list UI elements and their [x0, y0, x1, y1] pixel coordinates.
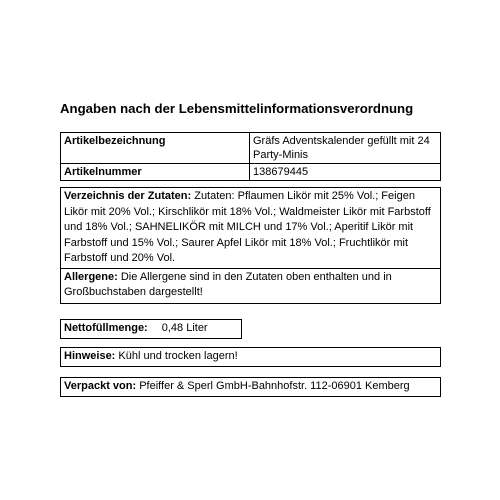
document-heading: Angaben nach der Lebensmittelinformationsverordnung [60, 101, 414, 116]
net-quantity-box [60, 319, 242, 339]
net-quantity-label: Nettofüllmenge: [64, 322, 148, 334]
table-row [61, 164, 441, 181]
article-number-label: Artikelnummer [61, 164, 250, 181]
article-name-value: Gräfs Adventskalender gefüllt mit 24 Party-Minis [250, 133, 441, 164]
allergens-label: Allergene: [64, 270, 118, 283]
ingredients-box [60, 187, 441, 304]
article-number-value: 138679445 [250, 164, 441, 181]
ingredients-section [61, 189, 440, 269]
ingredients-text: Zutaten: Pflaumen Likör mit 25% Vol.; Feigen Likör mit 20% Vol.; Kirschlikör mit 18% Vol.; Waldmeister Likör mit Farbstoff und 18% Vol.; SAHNELIKÖR mit MILCH und 17% Vol.; Aperitif Likör mit Farbstoff und 15% Vol.; Saurer Apfel Likör mit 18% Vol.; Fruchtlikör mit Farbstoff und 20% Vol. [64, 190, 431, 264]
packer-box [60, 377, 441, 397]
notes-label: Hinweise: [64, 350, 116, 362]
packer-label: Verpackt von: [64, 380, 137, 392]
table-row [61, 133, 441, 164]
net-quantity-value: 0,48 Liter [161, 322, 208, 334]
ingredients-label: Verzeichnis der Zutaten: [64, 190, 192, 202]
article-name-label: Artikelbezeichnung [61, 133, 250, 164]
notes-box [60, 347, 441, 367]
notes-text: Kühl und trocken lagern! [118, 350, 238, 362]
allergens-text: Die Allergene sind in den Zutaten oben enthalten und in Großbuchstaben dargestellt! [64, 270, 392, 298]
allergens-section [64, 269, 437, 301]
packer-text: Pfeiffer & Sperl GmbH-Bahnhofstr. 112-06901 Kemberg [139, 380, 410, 392]
article-info-table [60, 132, 441, 181]
